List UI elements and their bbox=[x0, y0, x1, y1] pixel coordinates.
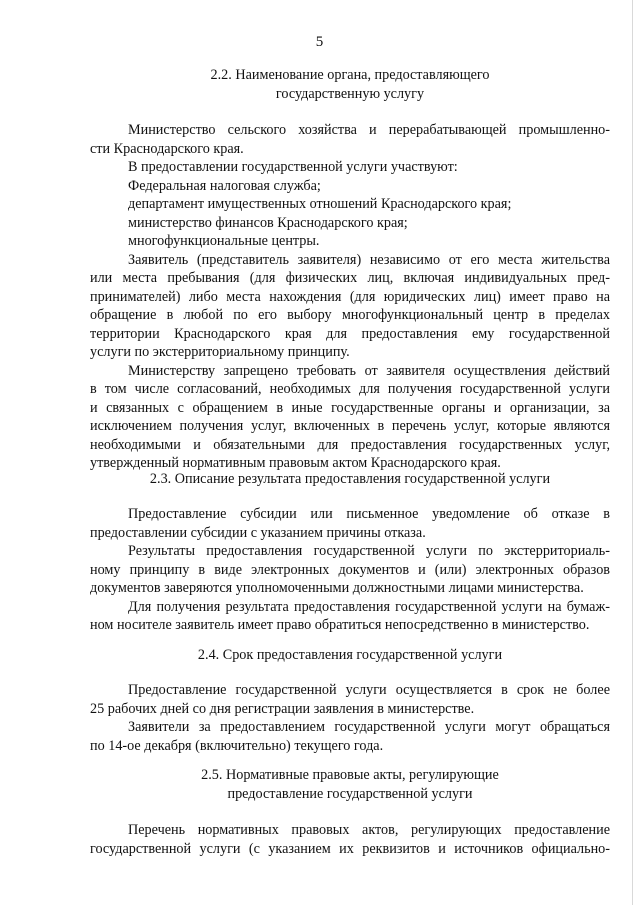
heading-line: 2.3. Описание результата предоставления государственной услуги bbox=[149, 471, 551, 487]
text-line: Заявитель (представитель заявителя) независимо от его места жительства bbox=[128, 251, 610, 268]
paragraph-term bbox=[90, 681, 610, 718]
text-line: Заявители за предоставлением государственной услуги могут обращаться bbox=[128, 719, 610, 735]
page-number: 5 bbox=[315, 34, 324, 50]
heading-line: 2.5. Нормативные правовые акты, регулирующие bbox=[201, 767, 499, 783]
text-line: утвержденный нормативным правовым актом Краснодарского края. bbox=[90, 455, 501, 471]
paragraph-prohibition bbox=[90, 362, 610, 473]
paragraph-result bbox=[90, 505, 610, 542]
text-line: Предоставление субсидии или письменное уведомление об отказе в bbox=[128, 506, 610, 522]
heading-line: 2.4. Срок предоставления государственной услуги bbox=[197, 647, 503, 663]
text-line: документов заверяются уполномоченными должностными лицами министерства. bbox=[90, 580, 584, 596]
text-line: по 14-ое декабря (включительно) текущего года. bbox=[90, 737, 384, 754]
text-line: Министерство сельского хозяйства и перерабатывающей промышленно- bbox=[128, 122, 610, 138]
list-item: департамент имущественных отношений Краснодарского края; bbox=[128, 196, 512, 212]
text-line: В предоставлении государственной услуги участвуют: bbox=[128, 159, 458, 175]
text-line: исключением получения услуг, включенных в перечень услуг, которые являются bbox=[90, 418, 610, 434]
text-line: необходимыми и обязательными для предоставления государственных услуг, bbox=[90, 436, 610, 453]
text-line: предоставлении субсидии с указанием причины отказа. bbox=[90, 524, 426, 541]
text-line: 25 рабочих дней со дня регистрации заявления в министерстве. bbox=[90, 700, 475, 717]
text-line: Перечень нормативных правовых актов, регулирующих предоставление bbox=[128, 822, 610, 838]
text-line: Результаты предоставления государственной услуги по экстерриториаль- bbox=[128, 543, 610, 559]
section-2-4-heading bbox=[90, 646, 610, 665]
heading-line: 2.2. Наименование органа, предоставляющего bbox=[210, 67, 490, 83]
list-item: многофункциональные центры. bbox=[128, 233, 320, 249]
text-line: территории Краснодарского края для предоставления ему государственной bbox=[90, 325, 610, 342]
text-line: принимателей) либо места нахождения (для юридических лиц) имеет право на bbox=[90, 288, 610, 305]
page-edge-line bbox=[632, 0, 633, 905]
text-line: государственной услуги (с указанием их реквизитов и источников официально- bbox=[90, 840, 610, 857]
list-item: министерство финансов Краснодарского края; bbox=[128, 214, 408, 231]
participants-list bbox=[90, 177, 610, 251]
paragraph-ministry bbox=[90, 121, 610, 158]
text-line: Для получения результата предоставления государственной услуги на бумаж- bbox=[128, 598, 610, 615]
text-line: обращение в любой по его выбору многофункциональный центр в пределах bbox=[90, 307, 610, 323]
heading-line: предоставление государственной услуги bbox=[227, 785, 473, 802]
paragraph-deadline bbox=[90, 718, 610, 755]
text-line: Предоставление государственной услуги осуществляется в срок не более bbox=[128, 682, 610, 698]
text-line: Министерству запрещено требовать от заявителя осуществления действий bbox=[128, 362, 610, 379]
paragraph-paper-result bbox=[90, 598, 610, 635]
text-line: или места пребывания (для физических лиц, включая индивидуальных пред- bbox=[90, 270, 610, 286]
paragraph-legal-acts bbox=[90, 821, 610, 858]
section-2-3-heading bbox=[90, 470, 610, 489]
text-line: в том числе согласований, необходимых для получения государственной услуги bbox=[90, 381, 610, 397]
text-line: ному принципу в виде электронных документов и (или) электронных образов bbox=[90, 561, 610, 578]
text-line: и связанных с обращением в иные государственные органы и организации, за bbox=[90, 399, 610, 416]
paragraph-participants-intro bbox=[90, 158, 610, 177]
section-2-2-heading bbox=[90, 66, 610, 103]
text-line: услуги по экстерриториальному принципу. bbox=[90, 344, 350, 360]
section-2-5-heading bbox=[90, 766, 610, 803]
paragraph-extraterritorial bbox=[90, 542, 610, 598]
list-item: Федеральная налоговая служба; bbox=[128, 177, 321, 194]
text-line: ном носителе заявитель имеет право обратиться непосредственно в министерство. bbox=[90, 617, 590, 633]
heading-line: государственную услугу bbox=[275, 85, 425, 102]
text-line: сти Краснодарского края. bbox=[90, 140, 244, 157]
paragraph-applicant bbox=[90, 251, 610, 362]
